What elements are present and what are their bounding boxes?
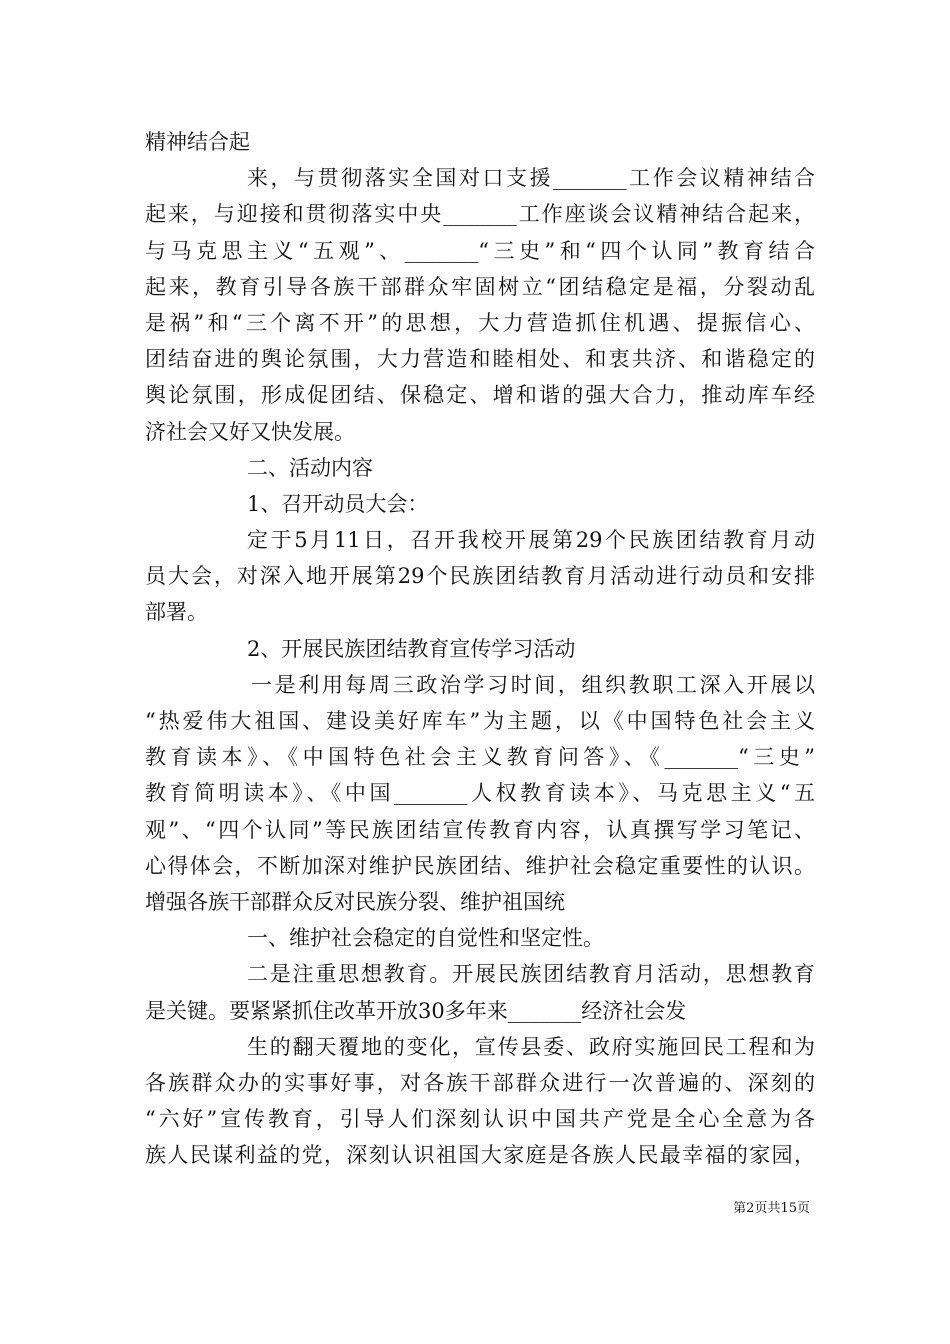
text-line: 一、维护社会稳定的自觉性和坚定性。	[247, 926, 604, 951]
text-line: “六好”宣传教育，引导人们深刻认识中国共产党是全心全意为各	[145, 1107, 815, 1132]
text-line: 来，与贯彻落实全国对口支援_______工作会议精神结合	[247, 166, 815, 191]
text-line: 员大会，对深入地开展第29个民族团结教育月活动进行动员和安排	[145, 564, 815, 589]
text-line: 教育读本》、《中国特色社会主义教育问答》、《_______“三史”	[145, 745, 815, 770]
text-line: 济社会又好又快发展。	[145, 419, 355, 444]
text-line: 一是利用每周三政治学习时间，组织教职工深入开展以	[251, 672, 815, 697]
text-line: 二是注重思想教育。开展民族团结教育月活动，思想教育	[247, 962, 815, 987]
text-line: 生的翻天覆地的变化，宣传县委、政府实施回民工程和为	[247, 1034, 815, 1059]
text-line: 心得体会，不断加深对维护民族团结、维护社会稳定重要性的认识。	[145, 853, 815, 878]
text-line: 团结奋进的舆论氛围，大力营造和睦相处、和衷共济、和谐稳定的	[145, 347, 815, 372]
text-line: 起来，与迎接和贯彻落实中央_______工作座谈会议精神结合起来，	[145, 202, 815, 227]
text-line: 教育简明读本》、《中国_______人权教育读本》、马克思主义“五	[145, 781, 815, 806]
text-line: 族人民谋利益的党，深刻认识祖国大家庭是各族人民最幸福的家园，	[145, 1143, 815, 1168]
text-line: 与马克思主义“五观”、_______“三史”和“四个认同”教育结合	[145, 238, 815, 263]
body-text	[145, 124, 815, 1173]
text-line: 二、活动内容	[247, 455, 373, 480]
text-line: “热爱伟大祖国、建设美好库车”为主题，以《中国特色社会主义	[145, 709, 815, 733]
text-line: 是祸”和“三个离不开”的思想，大力营造抓住机遇、提振信心、	[145, 310, 815, 335]
text-line: 增强各族干部群众反对民族分裂、维护祖国统	[145, 889, 565, 914]
text-line: 是关键。要紧紧抓住改革开放30多年来_______经济社会发	[145, 998, 687, 1023]
text-line: 各族群众办的实事好事，对各族干部群众进行一次普遍的、深刻的	[145, 1070, 815, 1095]
page-number: 第2页共15页	[733, 1201, 810, 1216]
text-line: 舆论氛围，形成促团结、保稳定、增和谐的强大合力，推动库车经	[145, 383, 815, 408]
text-line: 1、召开动员大会：	[247, 491, 429, 516]
text-line: 定于5月11日，召开我校开展第29个民族团结教育月动	[247, 528, 815, 553]
text-line: 2、开展民族团结教育宣传学习活动	[247, 636, 576, 661]
text-line: 部署。	[145, 600, 208, 625]
text-line: 精神结合起	[145, 130, 250, 154]
text-line: 起来，教育引导各族干部群众牢固树立“团结稳定是福，分裂动乱	[145, 274, 815, 299]
text-line: 观”、“四个认同”等民族团结宣传教育内容，认真撰写学习笔记、	[145, 817, 815, 842]
